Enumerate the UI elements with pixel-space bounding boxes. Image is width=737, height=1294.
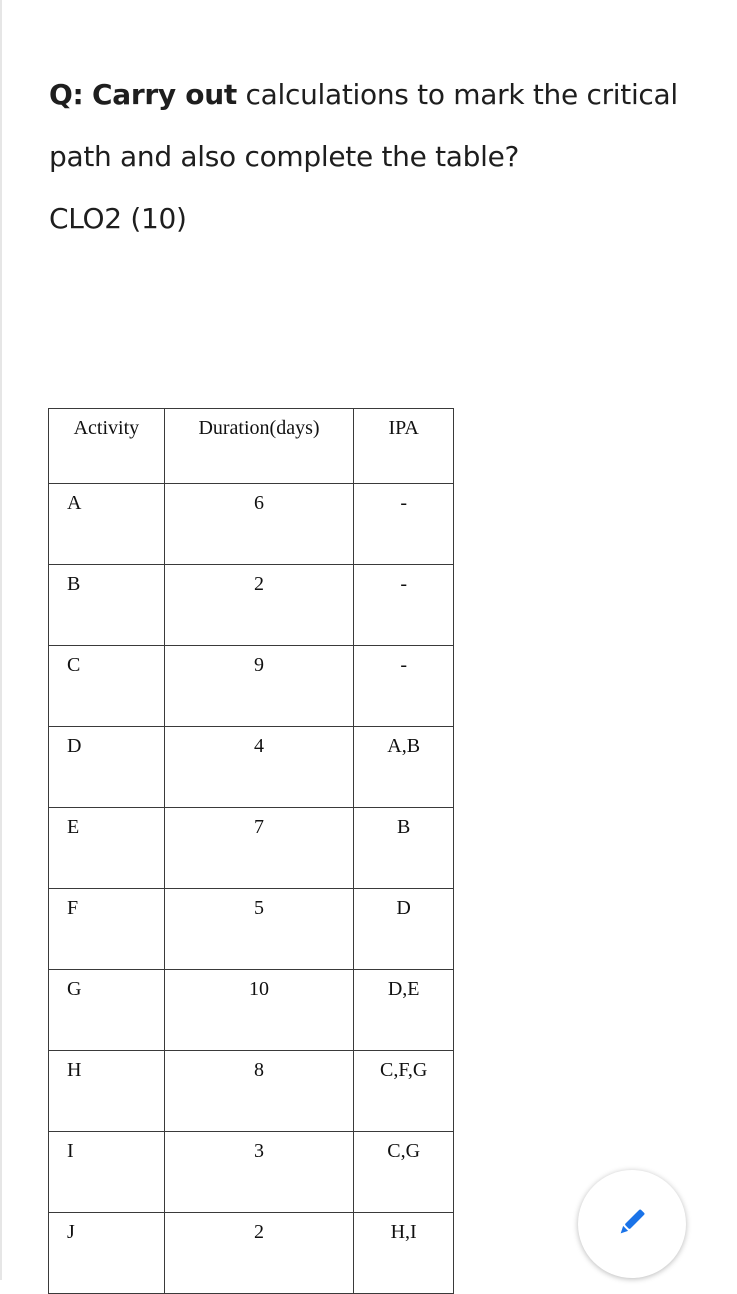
cell-activity: B <box>49 565 165 646</box>
edit-button[interactable] <box>578 1170 686 1278</box>
activity-table <box>48 408 454 1294</box>
cell-ipa: D <box>354 889 454 970</box>
cell-ipa: - <box>354 484 454 565</box>
cell-activity: H <box>49 1051 165 1132</box>
cell-activity: G <box>49 970 165 1051</box>
cell-duration: 7 <box>164 808 354 889</box>
table-row <box>49 1213 454 1294</box>
cell-duration: 5 <box>164 889 354 970</box>
cell-activity: F <box>49 889 165 970</box>
question-line-1-rest: calculations to mark the critical <box>236 78 678 111</box>
pencil-icon <box>612 1202 652 1247</box>
cell-activity: E <box>49 808 165 889</box>
question-line-3: CLO2 (10) <box>49 202 187 235</box>
cell-duration: 2 <box>164 1213 354 1294</box>
question-line-2: path and also complete the table? <box>49 140 520 173</box>
cell-ipa: C,F,G <box>354 1051 454 1132</box>
table-row <box>49 646 454 727</box>
table-row <box>49 889 454 970</box>
table-row <box>49 1132 454 1213</box>
cell-duration: 10 <box>164 970 354 1051</box>
table-row <box>49 808 454 889</box>
cell-activity: D <box>49 727 165 808</box>
cell-duration: 3 <box>164 1132 354 1213</box>
page-edge <box>0 0 2 1280</box>
table-row <box>49 727 454 808</box>
table-row <box>49 484 454 565</box>
table-header-row <box>49 409 454 448</box>
cell-ipa: H,I <box>354 1213 454 1294</box>
cell-activity: A <box>49 484 165 565</box>
question-text <box>49 68 709 254</box>
cell-duration: 8 <box>164 1051 354 1132</box>
cell-ipa: C,G <box>354 1132 454 1213</box>
cell-ipa: B <box>354 808 454 889</box>
cell-ipa: D,E <box>354 970 454 1051</box>
table-row <box>49 565 454 646</box>
cell-ipa: - <box>354 646 454 727</box>
cell-duration: 2 <box>164 565 354 646</box>
question-bold-phrase: Carry out <box>92 78 237 111</box>
cell-duration: 6 <box>164 484 354 565</box>
cell-duration: 4 <box>164 727 354 808</box>
header-activity: Activity <box>49 409 165 448</box>
table-row <box>49 1051 454 1132</box>
header-duration: Duration(days) <box>164 409 354 448</box>
table-row <box>49 970 454 1051</box>
cell-activity: I <box>49 1132 165 1213</box>
cell-duration: 9 <box>164 646 354 727</box>
header-ipa: IPA <box>354 409 454 448</box>
cell-activity: J <box>49 1213 165 1294</box>
question-line-1 <box>49 68 709 130</box>
table-header-spacer <box>49 447 454 484</box>
cell-activity: C <box>49 646 165 727</box>
cell-ipa: A,B <box>354 727 454 808</box>
cell-ipa: - <box>354 565 454 646</box>
question-prefix: Q: <box>49 78 84 111</box>
